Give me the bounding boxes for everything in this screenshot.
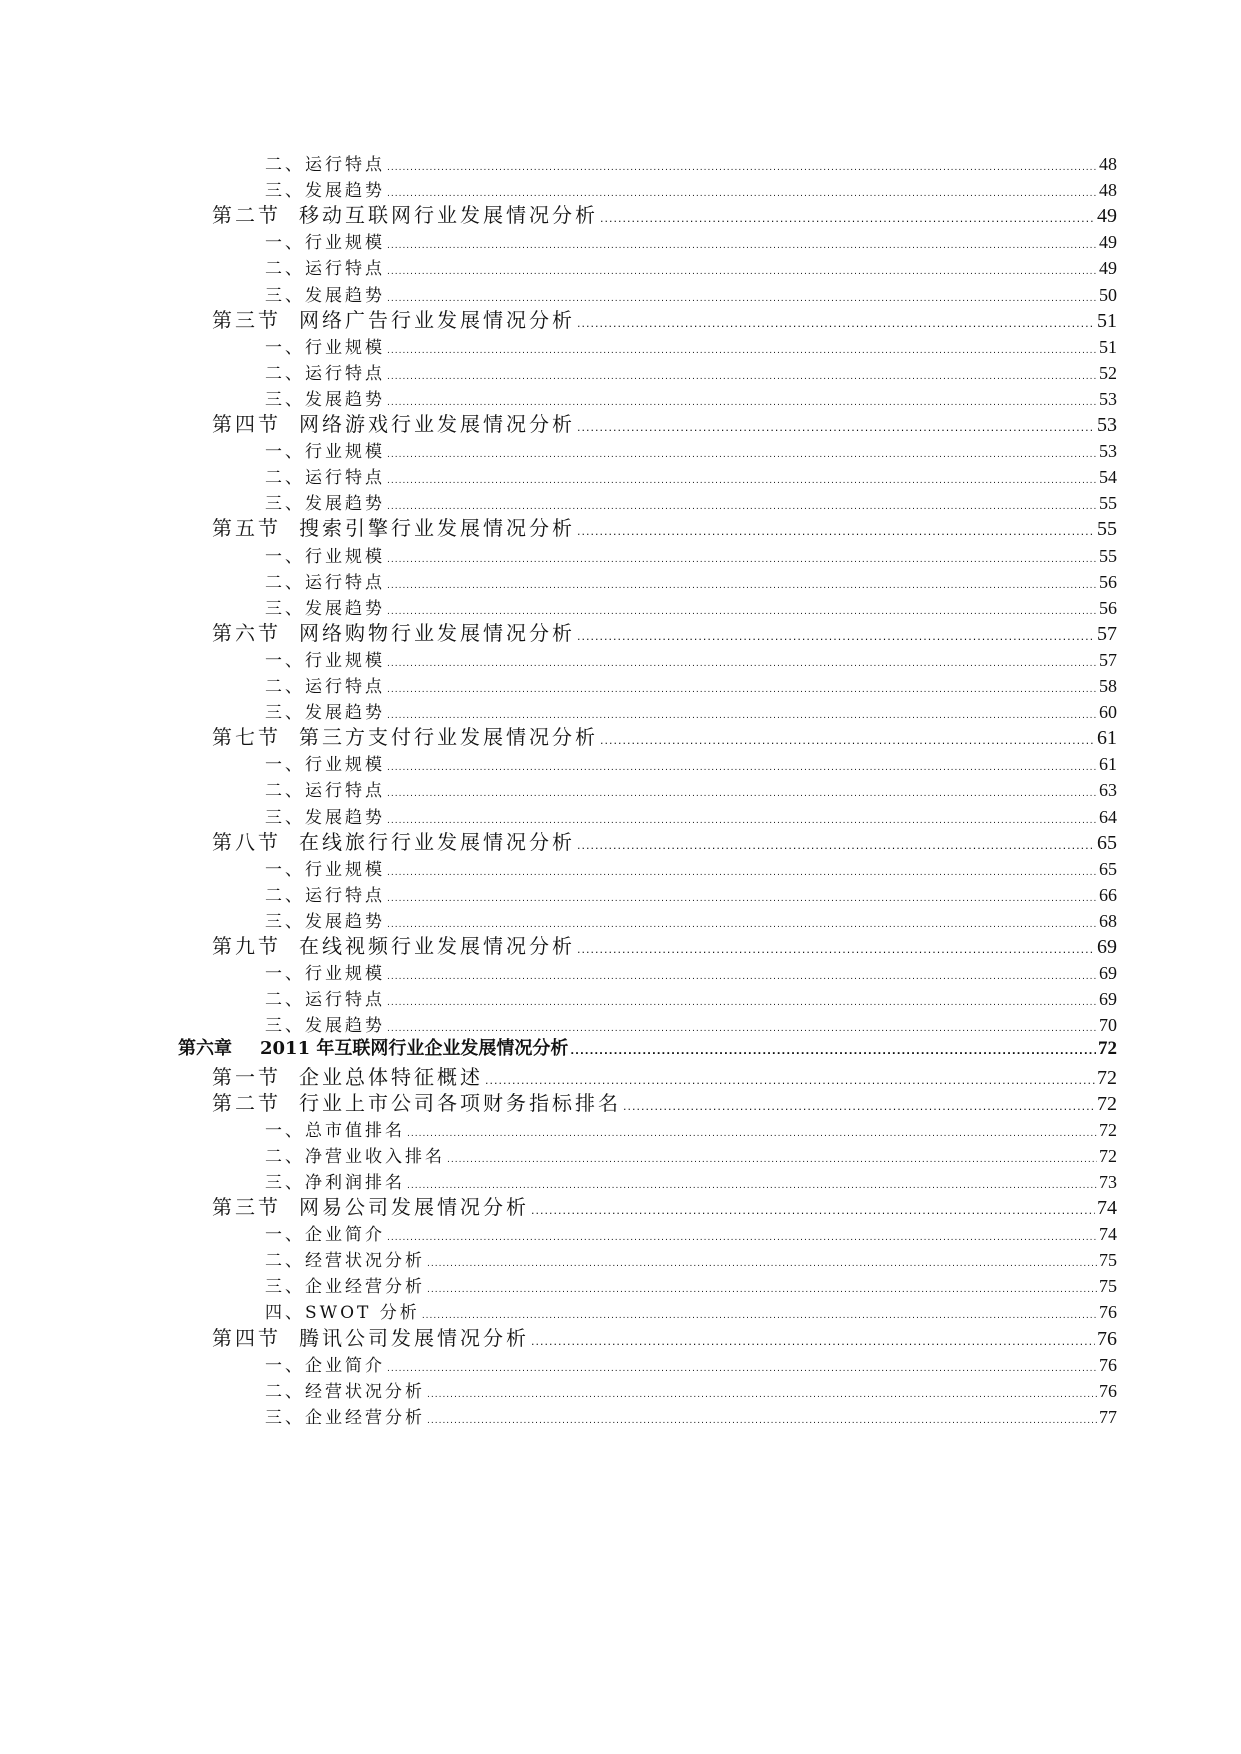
dot-leader [427, 1285, 1097, 1295]
toc-section-entry[interactable] [212, 721, 1117, 750]
dot-leader [600, 212, 1095, 225]
toc-entry-text: 一、企业简介 [265, 1355, 385, 1376]
section-number: 第四节 [212, 1325, 281, 1350]
toc-entry-text: 网络购物行业发展情况分析 [299, 620, 575, 645]
toc-entry-text: 搜索引擎行业发展情况分析 [299, 516, 575, 541]
toc-entry-text: 二、运行特点 [265, 572, 385, 593]
dot-leader [422, 1311, 1097, 1321]
toc-entry-title [212, 304, 575, 333]
toc-entry-title [265, 437, 385, 462]
section-number: 第八节 [212, 829, 281, 854]
page-number: 72 [1097, 1066, 1117, 1089]
page-number: 72 [1097, 1092, 1117, 1115]
page-number: 76 [1099, 1302, 1117, 1323]
toc-entry-title [212, 1061, 483, 1090]
toc-entry-title [265, 803, 385, 828]
dot-leader [387, 789, 1097, 799]
page-number: 69 [1097, 936, 1117, 958]
page-number: 49 [1099, 258, 1117, 279]
toc-entry-text: 网易公司发展情况分析 [299, 1195, 529, 1219]
page-number: 53 [1099, 441, 1117, 462]
page-number: 51 [1099, 336, 1117, 357]
toc-entry-title [265, 985, 385, 1010]
toc-entry-title [265, 855, 385, 880]
dot-leader [387, 685, 1097, 695]
section-number: 第九节 [212, 934, 281, 958]
toc-entry-title [265, 1351, 385, 1376]
toc-entry-text: 二、运行特点 [265, 259, 385, 280]
toc-entry-title [265, 542, 385, 567]
toc-subsection-entry[interactable] [265, 881, 1117, 906]
dot-leader [387, 267, 1097, 277]
toc-entry-text: 四、SWOT 分析 [265, 1303, 420, 1324]
toc-entry-title [265, 1246, 425, 1271]
dot-leader [387, 163, 1097, 173]
toc-entry-text: 移动互联网行业发展情况分析 [299, 203, 598, 228]
dot-leader [577, 317, 1095, 330]
toc-entry-text: 二、运行特点 [265, 677, 385, 697]
toc-subsection-entry[interactable] [265, 646, 1117, 671]
dot-leader [387, 1233, 1097, 1243]
toc-subsection-entry[interactable] [265, 750, 1117, 775]
page-number: 70 [1099, 1015, 1117, 1036]
page-number: 48 [1099, 180, 1117, 201]
dot-leader [485, 1074, 1095, 1087]
section-number: 第一节 [212, 1064, 281, 1089]
toc-entry-text: 一、行业规模 [265, 337, 385, 358]
page-number: 52 [1099, 362, 1117, 383]
toc-subsection-entry[interactable] [265, 698, 1117, 723]
dot-leader [387, 1364, 1097, 1374]
toc-subsection-entry[interactable] [265, 542, 1117, 567]
toc-subsection-entry[interactable] [265, 176, 1117, 201]
toc-entry-title [212, 199, 598, 228]
page-number: 72 [1098, 1038, 1117, 1060]
dot-leader [387, 241, 1097, 251]
toc-entry-title [265, 1142, 445, 1167]
dot-leader [577, 525, 1095, 538]
toc-subsection-entry[interactable] [265, 594, 1117, 619]
toc-subsection-entry[interactable] [265, 150, 1117, 175]
toc-section-entry[interactable] [212, 199, 1117, 228]
page-number: 53 [1097, 414, 1117, 436]
toc-entry-text: 三、发展趋势 [265, 807, 385, 828]
toc-entry-text: 三、发展趋势 [265, 181, 385, 202]
toc-subsection-entry[interactable] [265, 1246, 1117, 1271]
toc-entry-title [265, 333, 385, 358]
toc-entry-text: 腾讯公司发展情况分析 [299, 1325, 529, 1350]
page-number: 69 [1099, 989, 1117, 1010]
dot-leader [577, 839, 1095, 852]
page-number: 68 [1099, 910, 1117, 931]
toc-entry-title [265, 1403, 425, 1428]
dot-leader [387, 189, 1097, 199]
page-number: 60 [1099, 702, 1117, 723]
toc-entry-text: 三、发展趋势 [265, 598, 385, 619]
toc-entry-title [212, 930, 575, 959]
dot-leader [407, 1181, 1097, 1191]
dot-leader [447, 1155, 1097, 1165]
toc-entry-title [265, 463, 385, 488]
toc-subsection-entry[interactable] [265, 959, 1117, 984]
toc-entry-title [265, 1116, 405, 1141]
dot-leader [531, 1204, 1095, 1217]
page-number: 76 [1099, 1354, 1117, 1375]
toc-subsection-entry[interactable] [265, 1298, 1117, 1323]
section-number: 第二节 [212, 203, 281, 228]
page-number: 74 [1099, 1224, 1117, 1245]
toc-entry-text: 一、行业规模 [265, 233, 385, 254]
section-number: 第四节 [212, 412, 281, 436]
toc-entry-title [265, 1011, 385, 1036]
page-number: 72 [1099, 1119, 1117, 1140]
toc-entry-title [212, 1191, 529, 1220]
toc-entry-title [265, 228, 385, 253]
toc-section-entry[interactable] [212, 1322, 1117, 1351]
toc-subsection-entry[interactable] [265, 672, 1117, 697]
page-number: 73 [1099, 1171, 1117, 1192]
toc-entry-text: 二、运行特点 [265, 363, 385, 384]
toc-entry-title [212, 617, 575, 646]
page-number: 56 [1099, 597, 1117, 618]
toc-entry-title [212, 1087, 621, 1116]
dot-leader [427, 1390, 1097, 1400]
page-number: 75 [1099, 1276, 1117, 1297]
toc-entry-title [212, 1322, 529, 1351]
toc-entry-text: 网络广告行业发展情况分析 [299, 307, 575, 332]
toc-entry-title [212, 826, 575, 855]
dot-leader [577, 943, 1095, 956]
dot-leader [387, 972, 1097, 982]
dot-leader [407, 1129, 1097, 1139]
page-number: 55 [1097, 518, 1117, 541]
dot-leader [387, 894, 1097, 904]
toc-entry-title [265, 672, 385, 697]
dot-leader [531, 1335, 1095, 1348]
toc-entry-title [265, 594, 385, 619]
toc-entry-text: 二、经营状况分析 [265, 1251, 425, 1272]
dot-leader [387, 763, 1097, 773]
dot-leader [570, 1046, 1096, 1057]
toc-entry-title [212, 512, 575, 541]
section-number: 第二节 [212, 1090, 281, 1115]
page-number: 61 [1097, 727, 1117, 750]
toc-subsection-entry[interactable] [265, 1377, 1117, 1402]
page-number: 57 [1097, 622, 1117, 645]
dot-leader [427, 1416, 1097, 1426]
page-number: 48 [1099, 154, 1117, 174]
toc-subsection-entry[interactable] [265, 254, 1117, 279]
toc-subsection-entry[interactable] [265, 385, 1117, 410]
toc-chapter-entry[interactable] [178, 1034, 1117, 1060]
toc-section-entry[interactable] [212, 930, 1117, 959]
dot-leader [387, 607, 1097, 617]
page-number: 55 [1099, 545, 1117, 566]
dot-leader [387, 711, 1097, 721]
toc-entry-title [265, 907, 385, 932]
toc-section-entry[interactable] [212, 1191, 1117, 1220]
section-number: 第五节 [212, 516, 281, 541]
dot-leader [387, 372, 1097, 382]
toc-entry-title [265, 1220, 385, 1245]
section-number: 第三节 [212, 1195, 281, 1219]
toc-entry-text: 一、行业规模 [265, 755, 385, 776]
toc-section-entry[interactable] [212, 1061, 1117, 1090]
toc-entry-text: 在线旅行行业发展情况分析 [299, 829, 575, 854]
toc-entry-text: 网络游戏行业发展情况分析 [299, 412, 575, 436]
page-number: 54 [1099, 467, 1117, 488]
toc-entry-text: 一、总市值排名 [265, 1120, 405, 1141]
toc-subsection-entry[interactable] [265, 489, 1117, 514]
dot-leader [387, 398, 1097, 408]
page-number: 57 [1099, 649, 1117, 670]
toc-subsection-entry[interactable] [265, 333, 1117, 358]
dot-leader [427, 1259, 1097, 1269]
page-number: 49 [1097, 205, 1117, 228]
toc-entry-title [265, 1168, 405, 1193]
toc-entry-title [265, 1272, 425, 1297]
toc-entry-text: 三、企业经营分析 [265, 1407, 425, 1428]
toc-entry-text: 三、发展趋势 [265, 389, 385, 410]
page-number: 69 [1099, 963, 1117, 984]
toc-entry-title [265, 698, 385, 723]
toc-entry-text: 一、行业规模 [265, 442, 385, 463]
toc-subsection-entry[interactable] [265, 985, 1117, 1010]
toc-section-entry[interactable] [212, 617, 1117, 646]
toc-entry-text: 行业上市公司各项财务指标排名 [299, 1090, 621, 1115]
page-number: 72 [1099, 1145, 1117, 1166]
toc-entry-title [265, 359, 385, 384]
page-number: 65 [1097, 831, 1117, 854]
toc-entry-title [265, 776, 385, 801]
toc-entry-title [265, 750, 385, 775]
toc-entry-title [212, 408, 575, 437]
dot-leader [577, 630, 1095, 643]
toc-entry-text: 三、净利润排名 [265, 1172, 405, 1193]
toc-entry-text: 一、行业规模 [265, 859, 385, 880]
toc-subsection-entry[interactable] [265, 463, 1117, 488]
toc-entry-text: 三、发展趋势 [265, 911, 385, 932]
page-number: 53 [1099, 388, 1117, 409]
toc-entry-text: 一、行业规模 [265, 546, 385, 567]
toc-subsection-entry[interactable] [265, 1116, 1117, 1141]
toc-subsection-entry[interactable] [265, 1011, 1117, 1036]
toc-subsection-entry[interactable] [265, 1351, 1117, 1376]
toc-entry-text: 二、净营业收入排名 [265, 1146, 445, 1167]
section-number: 第七节 [212, 725, 281, 750]
page-number: 51 [1097, 309, 1117, 332]
toc-section-entry[interactable] [212, 512, 1117, 541]
toc-section-entry[interactable] [212, 826, 1117, 855]
dot-leader [387, 816, 1097, 826]
page-number: 50 [1099, 284, 1117, 305]
toc-entry-text: 二、运行特点 [265, 781, 385, 802]
toc-section-entry[interactable] [212, 304, 1117, 333]
page-number: 76 [1099, 1380, 1117, 1401]
toc-subsection-entry[interactable] [265, 281, 1117, 306]
toc-entry-title [265, 959, 385, 984]
toc-section-entry[interactable] [212, 1087, 1117, 1116]
toc-entry-text: 第三方支付行业发展情况分析 [299, 725, 598, 750]
toc-entry-text: 三、企业经营分析 [265, 1277, 425, 1298]
toc-entry-text: 二、运行特点 [265, 155, 385, 175]
page-number: 63 [1099, 780, 1117, 801]
dot-leader [387, 1024, 1097, 1034]
toc-entry-text: 三、发展趋势 [265, 1016, 385, 1037]
toc-entry-text: 二、运行特点 [265, 468, 385, 489]
toc-entry-text: 三、发展趋势 [265, 703, 385, 724]
toc-entry-text: 在线视频行业发展情况分析 [299, 934, 575, 958]
toc-entry-text: 2011 年互联网行业企业发展情况分析 [260, 1038, 569, 1060]
toc-subsection-entry[interactable] [265, 1142, 1117, 1167]
toc-subsection-entry[interactable] [265, 437, 1117, 462]
toc-entry-title [265, 385, 385, 410]
page-number: 61 [1099, 754, 1117, 775]
toc-section-entry[interactable] [212, 408, 1117, 437]
dot-leader [387, 581, 1097, 591]
toc-entry-title [265, 646, 385, 671]
page-number: 76 [1097, 1327, 1117, 1350]
dot-leader [387, 346, 1097, 356]
toc-entry-text: 二、经营状况分析 [265, 1381, 425, 1402]
toc-subsection-entry[interactable] [265, 803, 1117, 828]
toc-entry-text: 三、发展趋势 [265, 494, 385, 515]
toc-subsection-entry[interactable] [265, 1272, 1117, 1297]
toc-subsection-entry[interactable] [265, 907, 1117, 932]
dot-leader [600, 734, 1095, 747]
toc-entry-title [265, 1298, 420, 1323]
toc-entry-title [265, 150, 385, 175]
dot-leader [387, 450, 1097, 460]
toc-entry-text: 一、行业规模 [265, 964, 385, 985]
page-number: 56 [1099, 571, 1117, 592]
toc-subsection-entry[interactable] [265, 228, 1117, 253]
toc-entry-text: 一、企业简介 [265, 1225, 385, 1246]
toc-subsection-entry[interactable] [265, 568, 1117, 593]
toc-entry-text: 二、运行特点 [265, 885, 385, 906]
page-number: 64 [1099, 806, 1117, 827]
toc-entry-title [265, 281, 385, 306]
toc-entry-title [265, 568, 385, 593]
toc-entry-title [265, 489, 385, 514]
toc-entry-text: 三、发展趋势 [265, 285, 385, 306]
toc-subsection-entry[interactable] [265, 776, 1117, 801]
toc-entry-title [178, 1034, 568, 1060]
dot-leader [387, 502, 1097, 512]
toc-subsection-entry[interactable] [265, 855, 1117, 880]
section-number: 第三节 [212, 307, 281, 332]
dot-leader [577, 421, 1095, 434]
dot-leader [387, 294, 1097, 304]
toc-entry-text: 一、行业规模 [265, 650, 385, 671]
toc-entry-title [265, 176, 385, 201]
chapter-number: 第六章 [178, 1038, 232, 1060]
toc-entry-title [265, 881, 385, 906]
toc-entry-title [265, 254, 385, 279]
dot-leader [387, 476, 1097, 486]
page-number: 77 [1099, 1406, 1117, 1427]
toc-entry-title [265, 1377, 425, 1402]
page-number: 49 [1099, 232, 1117, 253]
toc-entry-text: 企业总体特征概述 [299, 1064, 483, 1089]
dot-leader [387, 659, 1097, 669]
toc-subsection-entry[interactable] [265, 1220, 1117, 1245]
dot-leader [387, 920, 1097, 930]
dot-leader [387, 998, 1097, 1008]
page-number: 74 [1097, 1197, 1117, 1219]
toc-entry-title [212, 721, 598, 750]
toc-subsection-entry[interactable] [265, 359, 1117, 384]
dot-leader [387, 868, 1097, 878]
dot-leader [623, 1100, 1095, 1113]
dot-leader [387, 555, 1097, 565]
toc-subsection-entry[interactable] [265, 1403, 1117, 1428]
page-number: 66 [1099, 884, 1117, 905]
section-number: 第六节 [212, 620, 281, 645]
toc-subsection-entry[interactable] [265, 1168, 1117, 1193]
page-number: 65 [1099, 858, 1117, 879]
page-number: 55 [1099, 493, 1117, 514]
page-number: 58 [1099, 676, 1117, 696]
toc-entry-text: 二、运行特点 [265, 990, 385, 1011]
page-number: 75 [1099, 1250, 1117, 1271]
